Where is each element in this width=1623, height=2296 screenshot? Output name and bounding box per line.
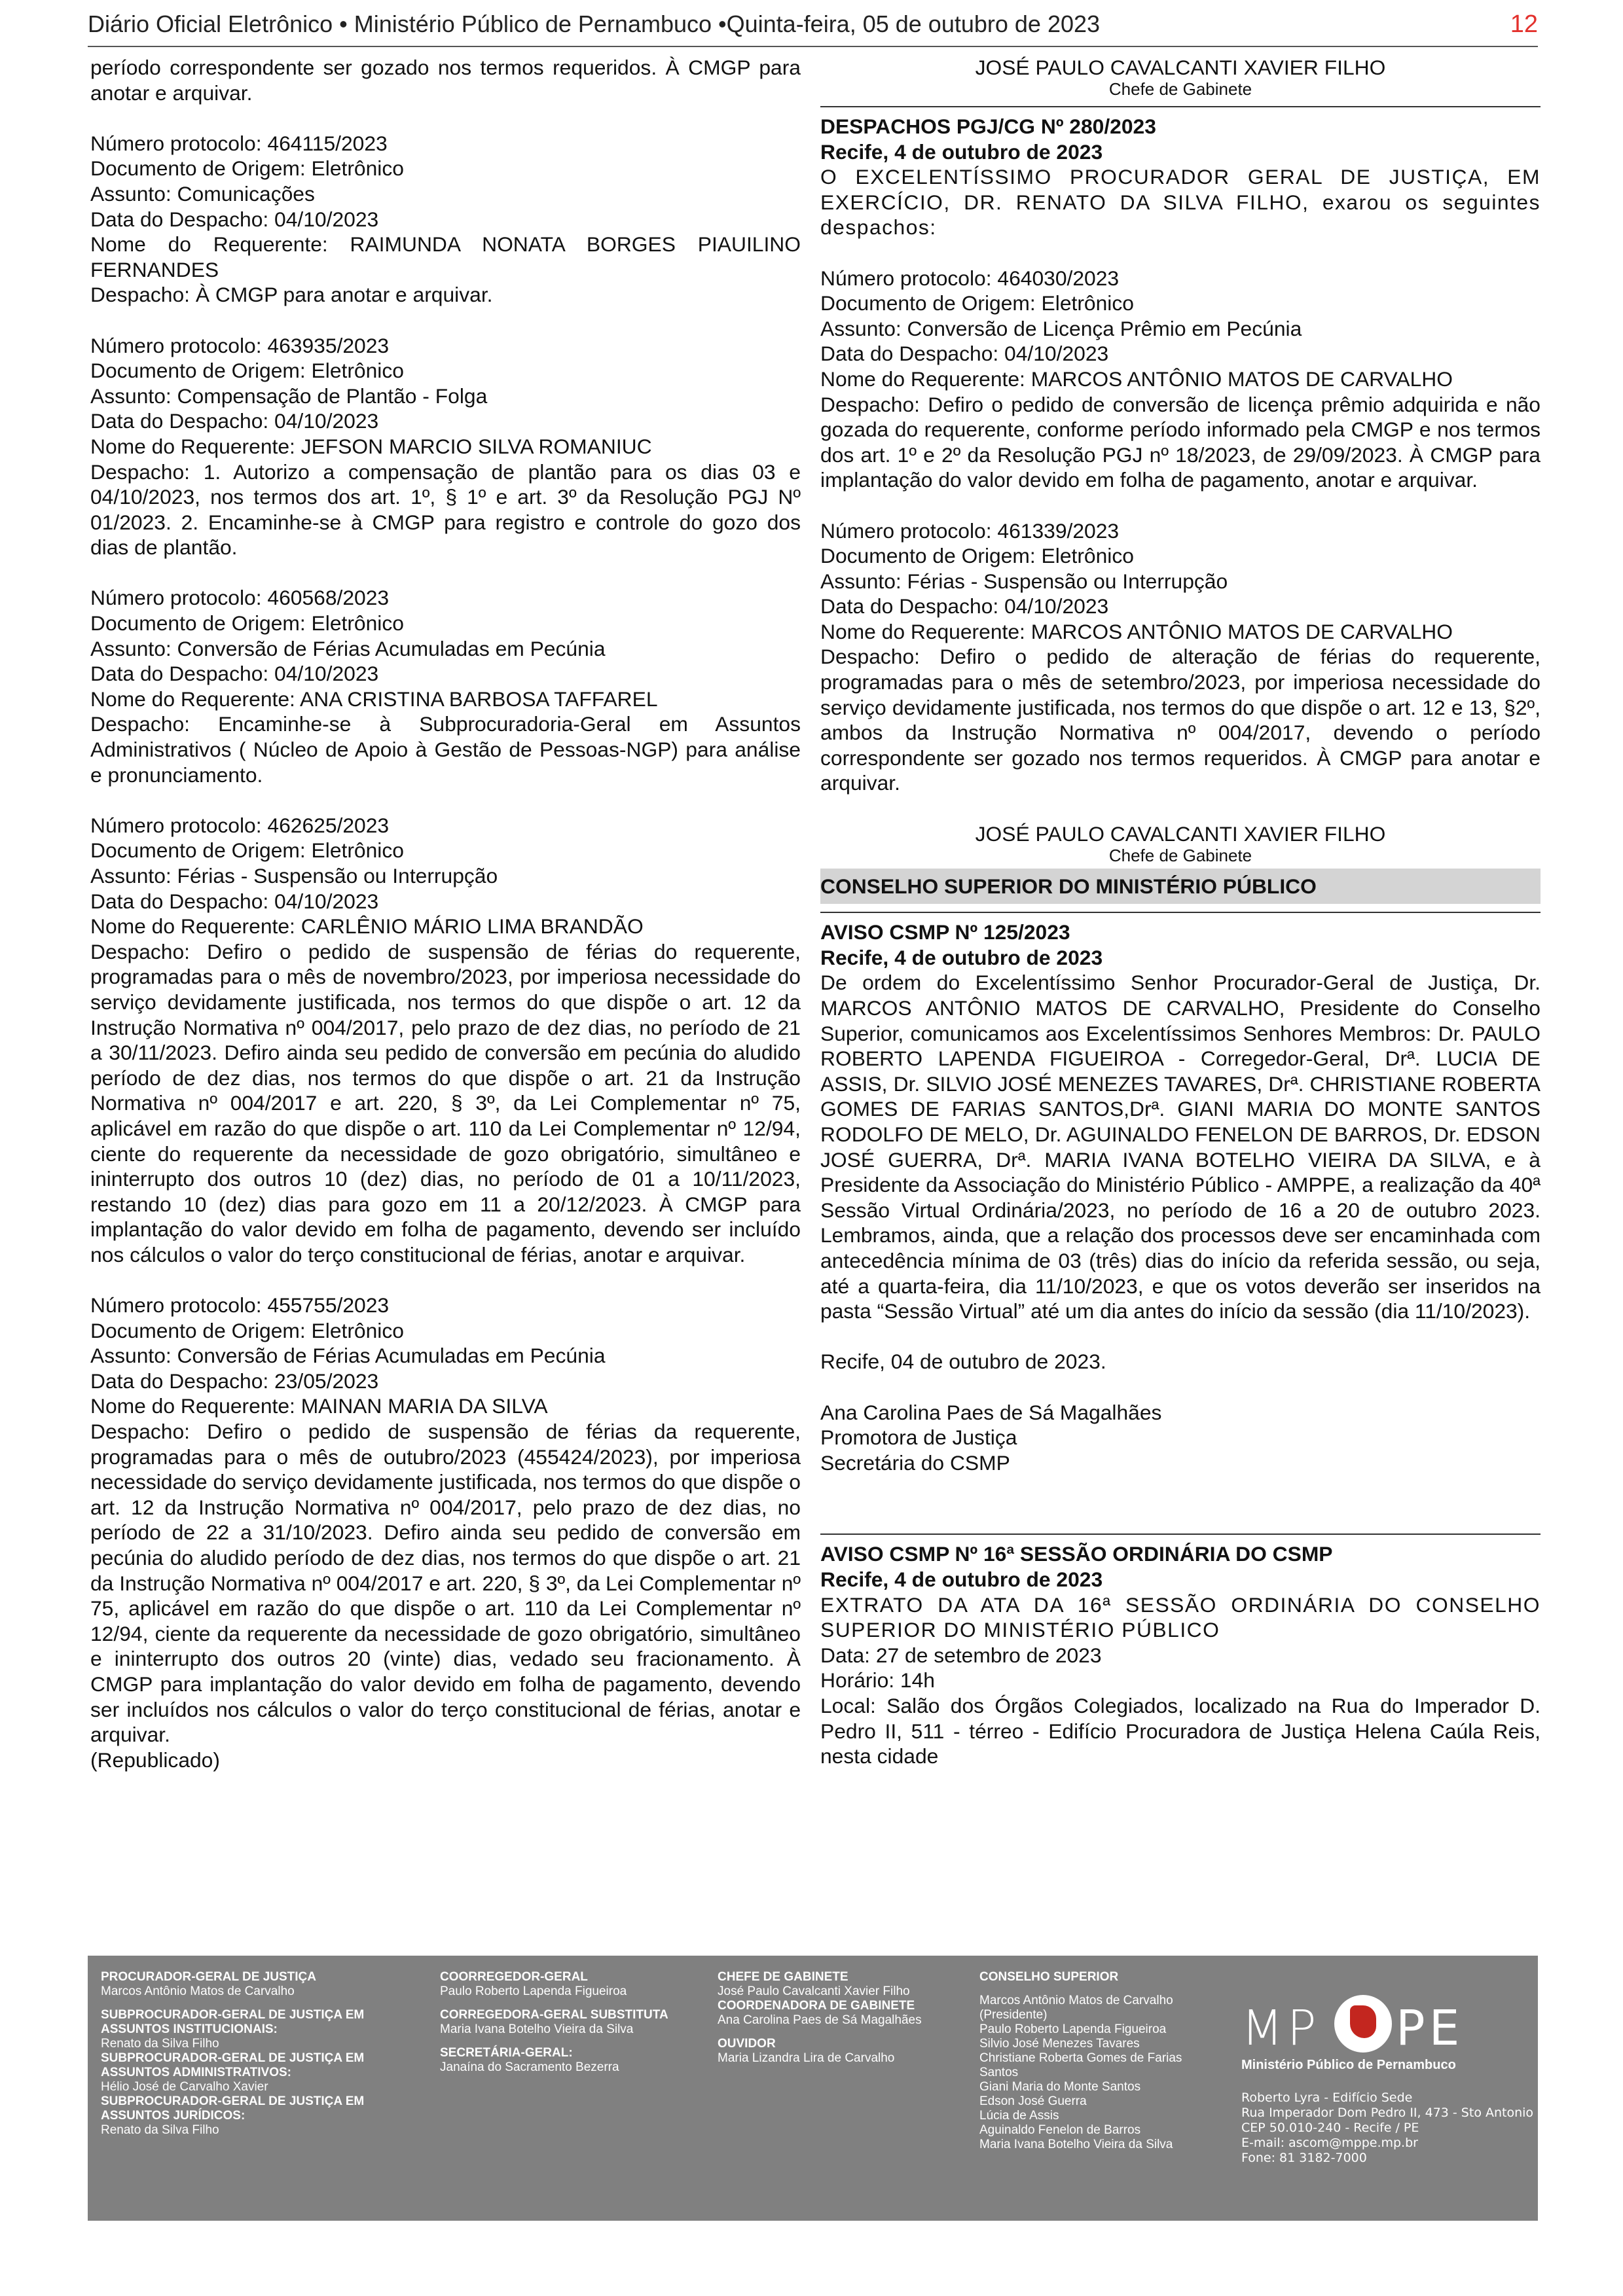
data-despacho: Data do Despacho: 04/10/2023 (90, 409, 379, 433)
assunto: Assunto: Conversão de Licença Prêmio em Pecúnia (820, 316, 1302, 340)
despacho-text: Despacho: Encaminhe-se à Subprocuradoria-Geral em Assuntos Administrativos ( Núcleo de Apoio à Gestão de Pessoas-NGP) para análise e pronunciamento. (90, 712, 801, 787)
footer-value: José Paulo Cavalcanti Xavier Filho (718, 1984, 910, 1998)
despacho-text: Despacho: À CMGP para anotar e arquivar. (90, 283, 493, 307)
despacho-entry (820, 266, 1541, 493)
footer-value: Marcos Antônio Matos de Carvalho (101, 1984, 295, 1998)
aviso-place-date: Recife, 04 de outubro de 2023. (820, 1350, 1106, 1374)
divider (820, 912, 1541, 913)
signer-role: Chefe de Gabinete (1108, 845, 1252, 865)
footer-value: Ana Carolina Paes de Sá Magalhães (718, 2013, 922, 2027)
right-column (820, 55, 1541, 1769)
logo-subtitle: Ministério Público de Pernambuco (1241, 2058, 1456, 2072)
council-member: Santos (979, 2066, 1019, 2079)
footer-value: Hélio José de Carvalho Xavier (101, 2080, 268, 2094)
origem: Documento de Origem: Eletrônico (820, 291, 1134, 315)
data-despacho: Data do Despacho: 04/10/2023 (90, 207, 379, 231)
despacho-text: Despacho: Defiro o pedido de suspensão de férias da requerente, programadas para o mês de outubro/2023 (455424/2023), por imperiosa necessidade do serviço devidamente justificada, nos termos do que dispõe o art. 12 da Instrução Normativa nº 004/2017, pelo prazo de dez dias, no período de 22 a 31/10/2023. Defiro ainda seu pedido de conversão em pecúnia do aludido período de dez dias, nos termos do que dispõe o art. 21 da Instrução Normativa nº 004/2017 e art. 220, § 3º, da Lei Complementar nº 75, aplicável em razão do que dispõe o art. 110 da Lei Complementar nº 12/94, ciente da requerente da necessidade de gozo obrigatório, simultâneo e ininterrupto dos outros 20 (vinte) dias, vedado seu fracionamento. À CMGP para implantação do valor devido em folha de pagamento, devendo ser incluídos nos cálculos o valor do terço constitucional de férias, anotar e arquivar. (90, 1420, 801, 1747)
aviso-date: Recife, 4 de outubro de 2023 (820, 1568, 1103, 1592)
signer-role: Chefe de Gabinete (1108, 79, 1252, 99)
despacho-entry (820, 518, 1541, 797)
protocolo: Número protocolo: 463935/2023 (90, 333, 390, 357)
section-heading: DESPACHOS PGJ/CG Nº 280/2023 (820, 115, 1156, 138)
origem: Documento de Origem: Eletrônico (90, 1318, 404, 1342)
despachos-intro: O EXCELENTÍSSIMO PROCURADOR GERAL DE JUSTIÇA, EM EXERCÍCIO, DR. RENATO DA SILVA FILHO, exarou os seguintes despachos: (820, 165, 1541, 240)
aviso-title: AVISO CSMP Nº 16ª SESSÃO ORDINÁRIA DO CSMP (820, 1542, 1333, 1566)
council-member: Giani Maria do Monte Santos (979, 2080, 1141, 2094)
requerente: Nome do Requerente: ANA CRISTINA BARBOSA TAFFAREL (90, 687, 658, 711)
requerente: Nome do Requerente: RAIMUNDA NONATA BORGES PIAUILINO FERNANDES (90, 232, 801, 281)
council-member: Maria Ivana Botelho Vieira da Silva (979, 2138, 1173, 2151)
requerente: Nome do Requerente: CARLÊNIO MÁRIO LIMA BRANDÃO (90, 914, 644, 939)
signature-block (820, 55, 1541, 98)
council-member: Silvio José Menezes Tavares (979, 2037, 1140, 2051)
signer-name: JOSÉ PAULO CAVALCANTI XAVIER FILHO (975, 56, 1386, 79)
logo-text-left: MP (1241, 2000, 1321, 2056)
footer-column-gabinete (718, 1970, 966, 2066)
session-date: Data: 27 de setembro de 2023 (820, 1643, 1102, 1667)
data-despacho: Data do Despacho: 04/10/2023 (820, 594, 1109, 619)
data-despacho: Data do Despacho: 23/05/2023 (90, 1369, 379, 1393)
left-column (90, 55, 801, 1772)
requerente: Nome do Requerente: MAINAN MARIA DA SILVA (90, 1394, 548, 1418)
footer-value: Paulo Roberto Lapenda Figueiroa (440, 1984, 627, 1998)
requerente: Nome do Requerente: MARCOS ANTÔNIO MATOS DE CARVALHO (820, 367, 1453, 391)
despacho-entry (90, 813, 801, 1268)
council-member: Paulo Roberto Lapenda Figueiroa (979, 2022, 1167, 2036)
despacho-text: Despacho: Defiro o pedido de conversão de licença prêmio adquirida e não gozada do requerente, conforme período informado pela CMGP e nos termos dos art. 1º e 2º da Resolução PGJ nº 18/2023, de 29/09/2023. À CMGP para implantação do valor devido em folha de pagamento, anotar e arquivar. (820, 392, 1541, 492)
footer-value: Janaína do Sacramento Bezerra (440, 2060, 619, 2074)
data-despacho: Data do Despacho: 04/10/2023 (90, 889, 379, 913)
council-member: (Presidente) (979, 2008, 1048, 2022)
data-despacho: Data do Despacho: 04/10/2023 (90, 662, 379, 686)
pernambuco-map-icon (1334, 1995, 1392, 2053)
assunto: Assunto: Compensação de Plantão - Folga (90, 384, 488, 408)
protocolo: Número protocolo: 455755/2023 (90, 1293, 390, 1318)
aviso-body: De ordem do Excelentíssimo Senhor Procurador-Geral de Justiça, Dr. MARCOS ANTÔNIO MATOS DE CARVALHO, Presidente do Conselho Superior, comunicamos aos Excelentíssimos Senhores Membros: Dr. PAULO ROBERTO LAPENDA FIGUEIROA - Corregedor-Geral, Drª. LUCIA DE ASSIS, Dr. SILVIO JOSÉ MENEZES TAVARES, Drª. CHRISTIANE ROBERTA GOMES DE FARIAS SANTOS,Drª. GIANI MARIA DO MONTE SANTOS RODOLFO DE MELO, Dr. AGUINALDO FENELON DE BARROS, Dr. EDSON JOSÉ GUERRA, Drª. MARIA IVANA BOTELHO VIEIRA DA SILVA, e à Presidente da Associação do Ministério Público - AMPPE, a realização da 40ª Sessão Virtual Ordinária/2023, no período de 16 a 20 de outubro 2023. Lembramos, ainda, que a relação dos processos deve ser encaminhada com antecedência mínima de 03 (três) dias do início da referida sessão, ou seja, até a quarta-feira, dia 11/10/2023, e que os votos deverão ser inseridos na pasta “Sessão Virtual” até um dia antes do início da sessão (dia 11/10/2023). (820, 971, 1541, 1323)
contact-address (1241, 2090, 1533, 2166)
aviso-date: Recife, 4 de outubro de 2023 (820, 945, 1103, 969)
signature-block (820, 821, 1541, 865)
assunto: Assunto: Conversão de Férias Acumuladas em Pecúnia (90, 636, 606, 660)
continuation-text: período correspondente ser gozado nos termos requeridos. À CMGP para anotar e arquivar. (90, 56, 801, 105)
signer-name: JOSÉ PAULO CAVALCANTI XAVIER FILHO (975, 821, 1386, 846)
divider (820, 106, 1541, 107)
page-number: 12 (1510, 10, 1538, 38)
address-line: Fone: 81 3182-7000 (1241, 2151, 1367, 2165)
footer-column-pgj (101, 1970, 402, 2138)
aviso-signer-role: Secretária do CSMP (820, 1450, 1010, 1475)
origem: Documento de Origem: Eletrônico (90, 359, 404, 383)
requerente: Nome do Requerente: MARCOS ANTÔNIO MATOS DE CARVALHO (820, 619, 1453, 643)
council-member: Edson José Guerra (979, 2094, 1087, 2108)
address-line: Rua Imperador Dom Pedro II, 473 - Sto Antonio (1241, 2106, 1534, 2120)
session-location: Local: Salão dos Órgãos Colegiados, localizado na Rua do Imperador D. Pedro II, 511 - térreo - Edifício Procuradora de Justiça Helena Caúla Reis, nesta cidade (820, 1694, 1541, 1768)
despacho-entry (90, 585, 801, 787)
aviso-title: AVISO CSMP Nº 125/2023 (820, 920, 1070, 944)
despacho-text: Despacho: 1. Autorizo a compensação de plantão para os dias 03 e 04/10/2023, nos termos dos art. 1º, § 1º e art. 3º da Resolução PGJ Nº 01/2023. 2. Encaminhe-se à CMGP para registro e controle do gozo dos dias de plantão. (90, 459, 801, 560)
origem: Documento de Origem: Eletrônico (90, 838, 404, 863)
footer-value: Maria Ivana Botelho Vieira da Silva (440, 2022, 634, 2036)
origem: Documento de Origem: Eletrônico (90, 156, 404, 181)
footer-heading: SECRETÁRIA-GERAL: (440, 2046, 573, 2060)
page-header (88, 5, 1538, 47)
footer-heading: CONSELHO SUPERIOR (979, 1970, 1119, 1984)
extrato-title: EXTRATO DA ATA DA 16ª SESSÃO ORDINÁRIA DO CONSELHO SUPERIOR DO MINISTÉRIO PÚBLICO (820, 1592, 1541, 1642)
data-despacho: Data do Despacho: 04/10/2023 (820, 342, 1109, 366)
footer-heading: COORDENADORA DE GABINETE (718, 1999, 915, 2013)
despacho-text: Despacho: Defiro o pedido de suspensão de férias do requerente, programadas para o mês de novembro/2023, por imperiosa necessidade do serviço devidamente justificada, nos termos do que dispõe o art. 12 da Instrução Normativa nº 004/2017, pelo prazo de dez dias, no período de 21 a 30/11/2023. Defiro ainda seu pedido de conversão em pecúnia do aludido período de dez dias, nos termos do que dispõe o art. 21 da Instrução Normativa nº 004/2017 e art. 220, § 3º, da Lei Complementar nº 75, aplicável em razão do que dispõe o art. 110 da Lei Complementar nº 12/94, ciente do requerente da necessidade de gozo obrigatório, simultâneo e ininterrupto dos outros 10 (dez) dias, no período de 01 a 10/11/2023, restando 10 (dez) dias para gozo em 11 a 20/12/2023. À CMGP para implantação do valor devido em folha de pagamento, devendo ser incluído nos cálculos o valor do terço constitucional de férias, anotar e arquivar. (90, 939, 801, 1266)
footer-heading: SUBPROCURADOR-GERAL DE JUSTIÇA EM ASSUNTOS INSTITUCIONAIS: (101, 2008, 365, 2036)
aviso-signer-name: Ana Carolina Paes de Sá Magalhães (820, 1400, 1162, 1424)
republicado-note: (Republicado) (90, 1748, 220, 1772)
protocolo: Número protocolo: 460568/2023 (90, 586, 390, 610)
origem: Documento de Origem: Eletrônico (820, 544, 1134, 568)
despacho-text: Despacho: Defiro o pedido de alteração de férias do requerente, programadas para o mês de setembro/2023, por imperiosa necessidade do serviço devidamente justificada, nos termos do que dispõe o art. 12 e 13, §2º, ambos da Instrução Normativa nº 004/2017, devendo o período correspondente ser gozado nos termos requeridos. À CMGP para anotar e arquivar. (820, 645, 1541, 795)
protocolo: Número protocolo: 464115/2023 (90, 131, 388, 155)
despacho-entry (90, 1293, 801, 1748)
footer-heading: CORREGEDORA-GERAL SUBSTITUTA (440, 2008, 668, 2022)
footer-heading: SUBPROCURADOR-GERAL DE JUSTIÇA EM ASSUNTOS JURÍDICOS: (101, 2094, 365, 2123)
section-date: Recife, 4 de outubro de 2023 (820, 139, 1103, 164)
requerente: Nome do Requerente: JEFSON MARCIO SILVA ROMANIUC (90, 434, 652, 458)
despacho-entry (90, 333, 801, 560)
assunto: Assunto: Comunicações (90, 181, 315, 206)
section-banner: CONSELHO SUPERIOR DO MINISTÉRIO PÚBLICO (820, 869, 1541, 905)
divider (820, 1534, 1541, 1535)
footer-heading: OUVIDOR (718, 2037, 776, 2051)
footer-value: Renato da Silva Filho (101, 2123, 219, 2137)
origem: Documento de Origem: Eletrônico (90, 611, 404, 636)
footer-column-corregedoria (440, 1970, 702, 2075)
footer-heading: CHEFE DE GABINETE (718, 1970, 848, 1984)
address-line: E-mail: ascom@mppe.mp.br (1241, 2136, 1418, 2150)
session-time: Horário: 14h (820, 1668, 935, 1693)
assunto: Assunto: Férias - Suspensão ou Interrupção (820, 569, 1228, 593)
footer-value: Renato da Silva Filho (101, 2037, 219, 2051)
council-member: Lúcia de Assis (979, 2109, 1059, 2123)
council-member: Marcos Antônio Matos de Carvalho (979, 1994, 1173, 2007)
mppe-logo (1241, 1995, 1516, 2072)
page-footer (88, 1956, 1538, 2221)
journal-title: Diário Oficial Eletrônico • Ministério Público de Pernambuco •Quinta-feira, 05 de outubro de 2023 (88, 10, 1101, 37)
footer-value: Maria Lizandra Lira de Carvalho (718, 2051, 895, 2065)
address-line: Roberto Lyra - Edifício Sede (1241, 2090, 1413, 2105)
footer-heading: PROCURADOR-GERAL DE JUSTIÇA (101, 1970, 317, 1984)
protocolo: Número protocolo: 461339/2023 (820, 518, 1120, 543)
logo-text-right: PE (1396, 2000, 1464, 2056)
footer-heading: SUBPROCURADOR-GERAL DE JUSTIÇA EM ASSUNTOS ADMINISTRATIVOS: (101, 2051, 365, 2079)
protocolo: Número protocolo: 464030/2023 (820, 266, 1120, 290)
assunto: Assunto: Conversão de Férias Acumuladas em Pecúnia (90, 1344, 606, 1368)
protocolo: Número protocolo: 462625/2023 (90, 813, 390, 837)
footer-heading: COORREGEDOR-GERAL (440, 1970, 588, 1984)
council-member: Christiane Roberta Gomes de Farias (979, 2051, 1182, 2065)
assunto: Assunto: Férias - Suspensão ou Interrupção (90, 864, 498, 888)
council-member: Aguinaldo Fenelon de Barros (979, 2123, 1141, 2137)
despacho-entry (90, 131, 801, 308)
footer-column-conselho (979, 1970, 1215, 2152)
address-line: CEP 50.010-240 - Recife / PE (1241, 2121, 1419, 2135)
aviso-signer-role: Promotora de Justiça (820, 1426, 1017, 1450)
